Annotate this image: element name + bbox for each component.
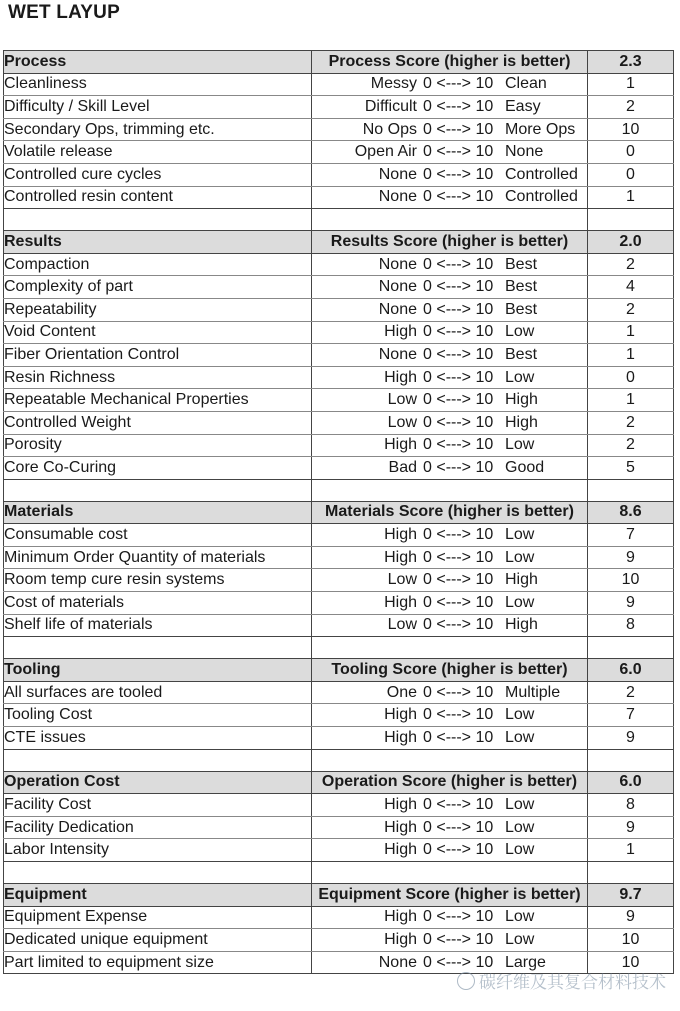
scale-range: [312, 547, 587, 569]
criterion-name: Part limited to equipment size: [4, 951, 312, 974]
spacer-cell: [588, 862, 674, 884]
scale-range-label: 0 <---> 10: [423, 841, 494, 859]
section-score-label: Materials Score (higher is better): [312, 501, 588, 524]
section-header: [4, 51, 674, 74]
criterion-score: 1: [588, 389, 674, 412]
criterion-score: 9: [588, 592, 674, 615]
scale-range: [312, 254, 587, 276]
criterion-name: Facility Cost: [4, 794, 312, 817]
section-score: 2.0: [588, 231, 674, 254]
criterion-score: 0: [588, 141, 674, 164]
criterion-name: Porosity: [4, 434, 312, 457]
criterion-name: Shelf life of materials: [4, 614, 312, 637]
scale-cell: [312, 704, 588, 727]
criterion-name: Facility Dedication: [4, 816, 312, 839]
scale-high-label: High: [505, 571, 538, 589]
criterion-score: 10: [588, 569, 674, 592]
wechat-icon: [457, 972, 475, 990]
criterion-name: Labor Intensity: [4, 839, 312, 862]
scale-low-label: None: [378, 165, 417, 183]
table-row: [4, 906, 674, 929]
scale-low-label: High: [384, 593, 417, 611]
scale-range-label: 0 <---> 10: [423, 165, 494, 183]
scale-low-label: Low: [387, 616, 417, 634]
scale-high-label: Clean: [505, 75, 547, 93]
scale-range-label: 0 <---> 10: [423, 278, 494, 296]
section-spacer: [4, 479, 674, 501]
scale-range: [312, 929, 587, 951]
section-score: 2.3: [588, 51, 674, 74]
criterion-score: 8: [588, 794, 674, 817]
criterion-score: 2: [588, 681, 674, 704]
scale-range-label: 0 <---> 10: [423, 548, 494, 566]
criterion-name: Controlled cure cycles: [4, 163, 312, 186]
scale-low-label: High: [384, 436, 417, 454]
table-row: [4, 614, 674, 637]
scale-low-label: High: [384, 930, 417, 948]
scale-cell: [312, 389, 588, 412]
criterion-name: Cost of materials: [4, 592, 312, 615]
table-row: [4, 569, 674, 592]
scale-low-label: No Ops: [362, 120, 417, 138]
scale-range: [312, 299, 587, 321]
scale-low-label: High: [384, 706, 417, 724]
scale-high-label: Best: [505, 255, 538, 273]
table-row: [4, 411, 674, 434]
criterion-score: 2: [588, 434, 674, 457]
criterion-score: 4: [588, 276, 674, 299]
scale-range-label: 0 <---> 10: [423, 616, 494, 634]
scale-cell: [312, 186, 588, 209]
scale-range-label: 0 <---> 10: [423, 571, 494, 589]
scale-low-label: High: [384, 796, 417, 814]
criterion-score: 0: [588, 163, 674, 186]
scale-range: [312, 164, 587, 186]
spacer-cell: [312, 637, 588, 659]
section-score-label: Operation Score (higher is better): [312, 771, 588, 794]
scale-range: [312, 704, 587, 726]
criterion-name: Secondary Ops, trimming etc.: [4, 118, 312, 141]
table-row: [4, 457, 674, 480]
scale-high-label: Controlled: [505, 165, 578, 183]
scale-cell: [312, 524, 588, 547]
scale-low-label: None: [378, 345, 417, 363]
table-row: [4, 794, 674, 817]
criterion-score: 9: [588, 906, 674, 929]
spacer-cell: [4, 479, 312, 501]
spacer-cell: [312, 479, 588, 501]
table-row: [4, 186, 674, 209]
criterion-name: All surfaces are tooled: [4, 681, 312, 704]
scale-low-label: High: [384, 841, 417, 859]
scale-range: [312, 817, 587, 839]
scale-range: [312, 794, 587, 816]
section-name: Tooling: [4, 659, 312, 682]
scale-range: [312, 592, 587, 614]
spacer-cell: [588, 637, 674, 659]
scale-cell: [312, 118, 588, 141]
criterion-name: Complexity of part: [4, 276, 312, 299]
scale-range: [312, 727, 587, 749]
scale-range-label: 0 <---> 10: [423, 930, 494, 948]
criterion-name: Controlled Weight: [4, 411, 312, 434]
scale-low-label: Low: [387, 571, 417, 589]
scale-cell: [312, 253, 588, 276]
scale-cell: [312, 681, 588, 704]
watermark: [457, 968, 666, 993]
scale-range-label: 0 <---> 10: [423, 526, 494, 544]
scale-low-label: None: [378, 953, 417, 971]
scale-range: [312, 412, 587, 434]
section-score-label: Results Score (higher is better): [312, 231, 588, 254]
criterion-score: 1: [588, 839, 674, 862]
section-name: Results: [4, 231, 312, 254]
section-score: 6.0: [588, 771, 674, 794]
criterion-name: Compaction: [4, 253, 312, 276]
scale-range-label: 0 <---> 10: [423, 143, 494, 161]
table-row: [4, 141, 674, 164]
scale-low-label: Low: [387, 391, 417, 409]
criterion-score: 7: [588, 524, 674, 547]
scale-cell: [312, 546, 588, 569]
criterion-score: 9: [588, 816, 674, 839]
scale-range: [312, 839, 587, 861]
criterion-name: Resin Richness: [4, 366, 312, 389]
scale-high-label: Large: [505, 953, 546, 971]
scale-cell: [312, 366, 588, 389]
spacer-cell: [588, 749, 674, 771]
criterion-name: Equipment Expense: [4, 906, 312, 929]
scale-range-label: 0 <---> 10: [423, 323, 494, 341]
scale-range: [312, 389, 587, 411]
criterion-name: Core Co-Curing: [4, 457, 312, 480]
criterion-score: 2: [588, 298, 674, 321]
scale-high-label: None: [505, 143, 544, 161]
spacer-cell: [4, 637, 312, 659]
scale-high-label: Best: [505, 278, 538, 296]
criterion-name: Fiber Orientation Control: [4, 344, 312, 367]
scale-cell: [312, 344, 588, 367]
table-row: [4, 839, 674, 862]
table-row: [4, 592, 674, 615]
spacer-cell: [4, 749, 312, 771]
scale-range: [312, 367, 587, 389]
watermark-text: 碳纤维及其复合材料技术: [479, 973, 666, 992]
scale-cell: [312, 457, 588, 480]
scale-range: [312, 457, 587, 479]
section-score-label: Equipment Score (higher is better): [312, 884, 588, 907]
table-row: [4, 96, 674, 119]
scale-low-label: None: [378, 188, 417, 206]
scale-low-label: None: [378, 255, 417, 273]
criterion-name: Dedicated unique equipment: [4, 929, 312, 952]
spacer-cell: [312, 209, 588, 231]
scale-high-label: Low: [505, 841, 535, 859]
scale-high-label: Low: [505, 526, 535, 544]
spacer-cell: [588, 479, 674, 501]
scale-cell: [312, 163, 588, 186]
scale-low-label: High: [384, 526, 417, 544]
table-row: [4, 546, 674, 569]
scale-range: [312, 569, 587, 591]
scale-cell: [312, 592, 588, 615]
table-row: [4, 816, 674, 839]
scale-range-label: 0 <---> 10: [423, 75, 494, 93]
criterion-score: 5: [588, 457, 674, 480]
scale-range-label: 0 <---> 10: [423, 368, 494, 386]
section-header: [4, 771, 674, 794]
section-header: [4, 884, 674, 907]
scale-range-label: 0 <---> 10: [423, 255, 494, 273]
scale-range-label: 0 <---> 10: [423, 706, 494, 724]
scale-cell: [312, 569, 588, 592]
section-header: [4, 231, 674, 254]
scale-high-label: Multiple: [505, 683, 561, 701]
section-score: 8.6: [588, 501, 674, 524]
criterion-name: Consumable cost: [4, 524, 312, 547]
criterion-name: Volatile release: [4, 141, 312, 164]
section-header: [4, 501, 674, 524]
criterion-name: Tooling Cost: [4, 704, 312, 727]
table-row: [4, 344, 674, 367]
criterion-score: 7: [588, 704, 674, 727]
table-row: [4, 524, 674, 547]
criterion-name: Minimum Order Quantity of materials: [4, 546, 312, 569]
scale-range: [312, 907, 587, 929]
scale-cell: [312, 321, 588, 344]
section-score: 9.7: [588, 884, 674, 907]
criterion-name: CTE issues: [4, 727, 312, 750]
table-row: [4, 276, 674, 299]
spacer-cell: [312, 862, 588, 884]
scale-range-label: 0 <---> 10: [423, 436, 494, 454]
scale-cell: [312, 276, 588, 299]
scale-low-label: Low: [387, 413, 417, 431]
scale-high-label: Low: [505, 548, 535, 566]
table-row: [4, 389, 674, 412]
scale-low-label: High: [384, 908, 417, 926]
criterion-score: 1: [588, 344, 674, 367]
scale-high-label: Best: [505, 345, 538, 363]
scale-range: [312, 615, 587, 637]
scale-high-label: Low: [505, 930, 535, 948]
criterion-score: 10: [588, 951, 674, 974]
scale-cell: [312, 727, 588, 750]
scale-range-label: 0 <---> 10: [423, 908, 494, 926]
scale-range-label: 0 <---> 10: [423, 97, 494, 115]
section-spacer: [4, 637, 674, 659]
criterion-name: Room temp cure resin systems: [4, 569, 312, 592]
section-spacer: [4, 749, 674, 771]
criterion-score: 2: [588, 96, 674, 119]
criterion-name: Repeatability: [4, 298, 312, 321]
scale-low-label: High: [384, 728, 417, 746]
page-title: WET LAYUP: [8, 2, 120, 23]
scale-low-label: Difficult: [364, 97, 417, 115]
criterion-name: Repeatable Mechanical Properties: [4, 389, 312, 412]
criterion-name: Controlled resin content: [4, 186, 312, 209]
scale-range-label: 0 <---> 10: [423, 593, 494, 611]
scale-high-label: Low: [505, 706, 535, 724]
scoring-table: [3, 50, 674, 974]
scale-low-label: High: [384, 818, 417, 836]
scale-range: [312, 524, 587, 546]
scale-high-label: Best: [505, 300, 538, 318]
spacer-cell: [4, 862, 312, 884]
scale-cell: [312, 411, 588, 434]
scale-range: [312, 276, 587, 298]
scale-low-label: None: [378, 300, 417, 318]
scale-range: [312, 74, 587, 96]
criterion-score: 2: [588, 411, 674, 434]
scale-range: [312, 322, 587, 344]
scale-low-label: Open Air: [354, 143, 417, 161]
criterion-score: 2: [588, 253, 674, 276]
scale-high-label: Low: [505, 818, 535, 836]
scale-cell: [312, 816, 588, 839]
scale-range-label: 0 <---> 10: [423, 796, 494, 814]
scale-range: [312, 187, 587, 209]
spacer-cell: [588, 209, 674, 231]
section-spacer: [4, 209, 674, 231]
criterion-score: 10: [588, 929, 674, 952]
section-name: Process: [4, 51, 312, 74]
scale-low-label: High: [384, 323, 417, 341]
scale-high-label: Low: [505, 436, 535, 454]
scale-high-label: High: [505, 413, 538, 431]
section-score-label: Process Score (higher is better): [312, 51, 588, 74]
scale-cell: [312, 906, 588, 929]
section-spacer: [4, 862, 674, 884]
scale-high-label: High: [505, 616, 538, 634]
scale-cell: [312, 929, 588, 952]
section-name: Operation Cost: [4, 771, 312, 794]
scale-low-label: One: [386, 683, 417, 701]
scale-low-label: High: [384, 368, 417, 386]
scale-high-label: Low: [505, 368, 535, 386]
criterion-score: 1: [588, 73, 674, 96]
scale-cell: [312, 794, 588, 817]
table-row: [4, 253, 674, 276]
scale-high-label: Low: [505, 908, 535, 926]
scale-range: [312, 141, 587, 163]
scale-cell: [312, 298, 588, 321]
scale-high-label: Low: [505, 593, 535, 611]
scale-range-label: 0 <---> 10: [423, 188, 494, 206]
section-score-label: Tooling Score (higher is better): [312, 659, 588, 682]
scale-range-label: 0 <---> 10: [423, 120, 494, 138]
scale-range-label: 0 <---> 10: [423, 458, 494, 476]
scale-high-label: Low: [505, 323, 535, 341]
criterion-score: 10: [588, 118, 674, 141]
criterion-name: Difficulty / Skill Level: [4, 96, 312, 119]
scale-high-label: Low: [505, 728, 535, 746]
scale-range-label: 0 <---> 10: [423, 413, 494, 431]
scale-range-label: 0 <---> 10: [423, 345, 494, 363]
scale-cell: [312, 141, 588, 164]
scale-low-label: Bad: [388, 458, 417, 476]
scale-range: [312, 96, 587, 118]
table-row: [4, 434, 674, 457]
scale-low-label: Messy: [370, 75, 417, 93]
spacer-cell: [312, 749, 588, 771]
scale-range-label: 0 <---> 10: [423, 391, 494, 409]
scale-range-label: 0 <---> 10: [423, 300, 494, 318]
scale-range-label: 0 <---> 10: [423, 728, 494, 746]
section-name: Equipment: [4, 884, 312, 907]
scale-range-label: 0 <---> 10: [423, 818, 494, 836]
table-row: [4, 704, 674, 727]
criterion-score: 9: [588, 546, 674, 569]
scale-high-label: Easy: [505, 97, 541, 115]
table-row: [4, 366, 674, 389]
section-name: Materials: [4, 501, 312, 524]
spacer-cell: [4, 209, 312, 231]
scale-cell: [312, 434, 588, 457]
scale-high-label: High: [505, 391, 538, 409]
criterion-name: Cleanliness: [4, 73, 312, 96]
table-row: [4, 681, 674, 704]
criterion-score: 0: [588, 366, 674, 389]
criterion-score: 1: [588, 321, 674, 344]
scale-low-label: None: [378, 278, 417, 296]
table-row: [4, 321, 674, 344]
scale-high-label: Low: [505, 796, 535, 814]
scale-range-label: 0 <---> 10: [423, 683, 494, 701]
scale-range: [312, 682, 587, 704]
table-row: [4, 73, 674, 96]
scale-cell: [312, 73, 588, 96]
scale-range-label: 0 <---> 10: [423, 953, 494, 971]
criterion-score: 8: [588, 614, 674, 637]
scale-cell: [312, 614, 588, 637]
scale-cell: [312, 839, 588, 862]
table-row: [4, 163, 674, 186]
scale-cell: [312, 96, 588, 119]
scale-range: [312, 435, 587, 457]
table-row: [4, 929, 674, 952]
criterion-score: 1: [588, 186, 674, 209]
scale-range: [312, 119, 587, 141]
scale-range: [312, 344, 587, 366]
section-score: 6.0: [588, 659, 674, 682]
table-row: [4, 727, 674, 750]
table-row: [4, 298, 674, 321]
table-row: [4, 118, 674, 141]
scale-high-label: Controlled: [505, 188, 578, 206]
section-header: [4, 659, 674, 682]
scale-high-label: Good: [505, 458, 545, 476]
criterion-score: 9: [588, 727, 674, 750]
scale-high-label: More Ops: [505, 120, 576, 138]
criterion-name: Void Content: [4, 321, 312, 344]
scale-low-label: High: [384, 548, 417, 566]
